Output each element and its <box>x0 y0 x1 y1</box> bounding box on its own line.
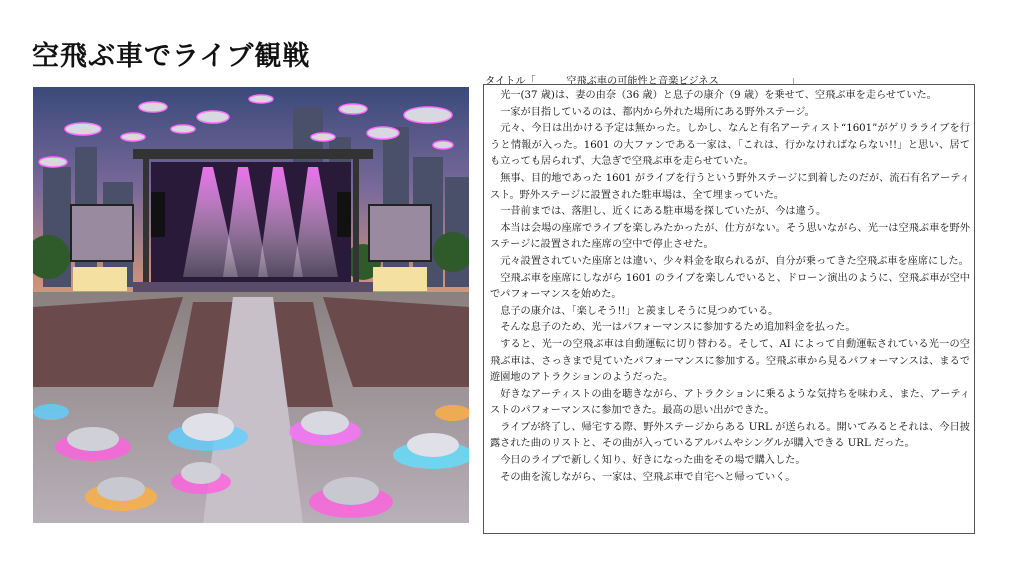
story-paragraph: 好きなアーティストの曲を聴きながら、アトラクションに乗るような気持ちを味わえ、また、アーティストのパフォーマンスに参加できた。最高の思い出ができた。 <box>490 388 970 417</box>
story-paragraph: 無事、目的地であった 1601 がライブを行うという野外ステージに到着したのだが、流石有名アーティスト。野外ステージに設置された駐車場は、全て埋まっていた。 <box>490 172 970 201</box>
story-paragraph: 元々設置されていた座席とは違い、少々料金を取られるが、自分が乗ってきた空飛ぶ車を座席にした。 <box>500 255 969 267</box>
story-paragraph: 一家が目指しているのは、都内から外れた場所にある野外ステージ。 <box>500 106 815 118</box>
slide-title: 空飛ぶ車でライブ観戦 <box>32 41 311 72</box>
story-paragraph: その曲を流しながら、一家は、空飛ぶ車で自宅へと帰っていく。 <box>500 471 796 483</box>
story-paragraph: 一昔前までは、落胆し、近くにある駐車場を探していたが、今は違う。 <box>500 206 827 218</box>
story-text-box <box>483 84 975 534</box>
story-paragraph: 元々、今日は出かける予定は無かった。しかし、なんと有名アーティスト“1601”がゲリラライブを行うと情報が入った。1601 の大ファンである一家は、「これは、行かなければならない!!」と思い、居ても立っても居られず、大急ぎで空飛ぶ車を走らせていた。 <box>490 123 970 168</box>
story-paragraph: 息子の康介は、「楽しそう!!」と羨ましそうに見つめている。 <box>500 305 779 317</box>
story-paragraph: 本当は会場の座席でライブを楽しみたかったが、仕方がない。そう思いながら、光一は空飛ぶ車を野外ステージに設置された座席の空中で停止させた。 <box>490 222 970 251</box>
story-paragraph: そんな息子のため、光一はパフォーマンスに参加するため追加料金を払った。 <box>500 322 856 334</box>
story-paragraph: 光一(37 歳)は、妻の由奈（36 歳）と息子の康介（9 歳）を乗せて、空飛ぶ車を走らせていた。 <box>500 90 937 101</box>
story-paragraph: 空飛ぶ車を座席にしながら 1601 のライブを楽しんでいると、ドローン演出のように、空飛ぶ車が空中でパフォーマンスを始めた。 <box>490 272 970 301</box>
document-title-line: タイトル「 空飛ぶ車の可能性と音楽ビジネス 」 <box>485 76 801 87</box>
story-paragraph: すると、光一の空飛ぶ車は自動運転に切り替わる。そして、AI によって自動運転されている光一の空飛ぶ車は、さっきまで見ていたパフォーマンスに参加する。空飛ぶ車から見るパフォーマンスは、まるで遊園地のアトラクションのようだった。 <box>490 338 970 384</box>
story-paragraph: ライブが終了し、帰宅する際、野外ステージからある URL が送られる。開いてみるとそれは、今日披露された曲のリストと、その曲が入っているアルバムやシングルが購入できる URL だった。 <box>490 421 970 450</box>
story-paragraph: 今日のライブで新しく知り、好きになった曲をその場で購入した。 <box>500 455 806 467</box>
concert-illustration <box>33 87 469 523</box>
